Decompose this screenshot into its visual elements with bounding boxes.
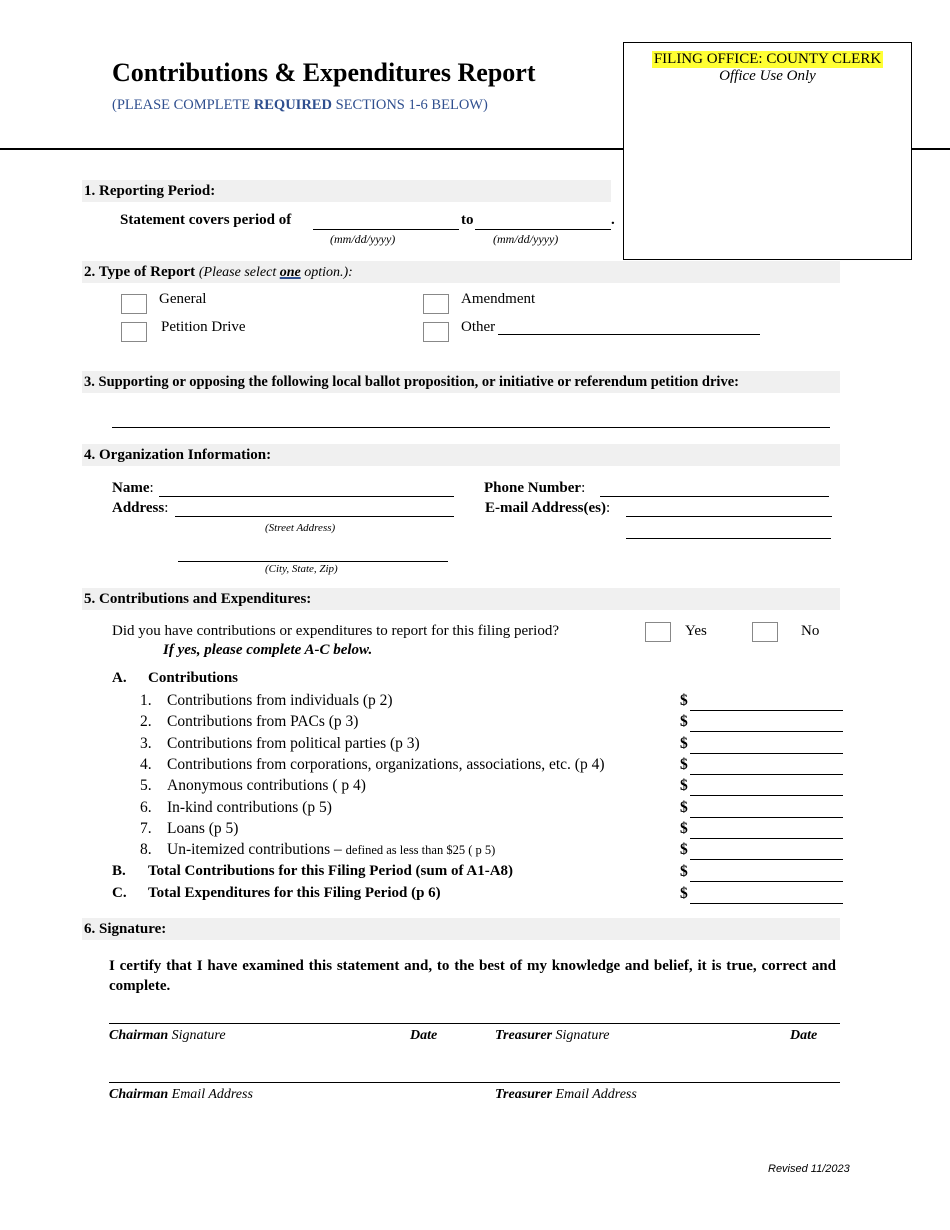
address-label: Address: (112, 500, 169, 516)
office-use-box (623, 42, 912, 260)
contribution-item-dollar: $ (680, 799, 688, 816)
contribution-item-dollar: $ (680, 756, 688, 773)
page-title: Contributions & Expenditures Report (112, 58, 536, 87)
total-expenditures-field[interactable] (690, 903, 843, 904)
contribution-item-dollar: $ (680, 692, 688, 709)
contribution-item-text: In-kind contributions (p 5) (167, 799, 332, 816)
section-b-letter: B. (112, 863, 126, 879)
subtitle-post: SECTIONS 1-6 BELOW) (331, 97, 488, 113)
period-start-field[interactable] (313, 229, 459, 230)
total-contributions-field[interactable] (690, 881, 843, 882)
to-label: to (461, 212, 474, 228)
contribution-item-number: 1. (140, 692, 152, 709)
phone-label: Phone Number: (484, 480, 586, 496)
other-checkbox[interactable] (423, 322, 449, 342)
contribution-item-text: Contributions from corporations, organizations, associations, etc. (p 4) (167, 756, 605, 773)
contribution-item-number: 5. (140, 777, 152, 794)
chairman-email-label: Chairman Email Address (109, 1087, 253, 1102)
contribution-item-text: Contributions from PACs (p 3) (167, 713, 359, 730)
contribution-item-dollar: $ (680, 735, 688, 752)
contribution-item-amount-field[interactable] (690, 795, 843, 796)
contribution-item-number: 2. (140, 713, 152, 730)
city-state-zip-field[interactable] (178, 561, 448, 562)
contribution-item-amount-field[interactable] (690, 838, 843, 839)
total-expenditures-dollar: $ (680, 885, 688, 902)
statement-label: Statement covers period of (120, 212, 292, 228)
contribution-item-text: Contributions from individuals (p 2) (167, 692, 393, 709)
contribution-item-note: defined as less than $25 ( p 5) (345, 843, 496, 857)
section-6-heading: 6. Signature: (82, 918, 840, 940)
general-checkbox[interactable] (121, 294, 147, 314)
office-use-only-label: Office Use Only (719, 68, 816, 84)
contribution-item-text: Loans (p 5) (167, 820, 239, 837)
email-field[interactable] (626, 516, 832, 517)
section-a-letter: A. (112, 670, 127, 686)
contribution-item-number: 8. (140, 841, 152, 858)
name-field[interactable] (159, 496, 454, 497)
no-checkbox[interactable] (752, 622, 778, 642)
section-3-heading: 3. Supporting or opposing the following local ballot proposition, or initiative or referendum petition drive: (82, 371, 840, 393)
email-line[interactable] (109, 1082, 840, 1083)
section-a-title: Contributions (148, 670, 239, 686)
amendment-checkbox[interactable] (423, 294, 449, 314)
phone-field[interactable] (600, 496, 829, 497)
yes-label: Yes (685, 623, 707, 639)
no-label: No (801, 623, 820, 639)
contribution-item-label (167, 841, 495, 859)
contribution-item-label (167, 820, 238, 838)
section-c-letter: C. (112, 885, 127, 901)
certification-text: I certify that I have examined this statement and, to the best of my knowledge and belief, it is true, correct and complete. (109, 958, 836, 994)
subtitle-required: REQUIRED (253, 97, 332, 113)
contribution-item-amount-field[interactable] (690, 859, 843, 860)
contribution-item-dollar: $ (680, 777, 688, 794)
filing-office-label: FILING OFFICE: COUNTY CLERK (653, 51, 882, 67)
other-field[interactable] (498, 334, 760, 335)
name-label: Name: (112, 480, 154, 496)
contribution-item-number: 4. (140, 756, 152, 773)
start-date-format-hint: (mm/dd/yyyy) (330, 232, 396, 246)
contribution-item-label (167, 777, 366, 795)
city-state-zip-hint: (City, State, Zip) (265, 563, 338, 575)
instruction-text: If yes, please complete A-C below. (163, 642, 373, 658)
contribution-item-dollar: $ (680, 820, 688, 837)
street-address-field[interactable] (175, 516, 454, 517)
contribution-item-amount-field[interactable] (690, 753, 843, 754)
contribution-item-dollar: $ (680, 713, 688, 730)
general-label: General (159, 291, 207, 307)
contribution-item-amount-field[interactable] (690, 774, 843, 775)
contribution-item-text: Anonymous contributions ( p 4) (167, 777, 366, 794)
section-1-heading: 1. Reporting Period: (82, 180, 611, 202)
treasurer-date-label: Date (790, 1028, 818, 1043)
contribution-item-dollar: $ (680, 841, 688, 858)
end-date-format-hint: (mm/dd/yyyy) (493, 232, 559, 246)
petition-drive-checkbox[interactable] (121, 322, 147, 342)
section-2-heading: 2. Type of Report (Please select one option.): (82, 261, 840, 283)
chairman-date-label: Date (410, 1028, 438, 1043)
page-subtitle (112, 97, 488, 114)
contribution-item-label (167, 756, 605, 774)
contribution-item-number: 7. (140, 820, 152, 837)
email-field-2[interactable] (626, 538, 831, 539)
treasurer-email-label: Treasurer Email Address (495, 1087, 637, 1102)
section-b-title: Total Contributions for this Filing Period (sum of A1-A8) (148, 863, 514, 879)
total-contributions-dollar: $ (680, 863, 688, 880)
amendment-label: Amendment (461, 291, 536, 307)
section-c-title: Total Expenditures for this Filing Period (p 6) (148, 885, 441, 901)
period-end-mark: . (611, 212, 615, 228)
contributions-question: Did you have contributions or expenditures to report for this filing period? (112, 623, 559, 639)
subtitle-pre: (PLEASE COMPLETE (112, 97, 254, 113)
contribution-item-number: 3. (140, 735, 152, 752)
yes-checkbox[interactable] (645, 622, 671, 642)
revised-date: Revised 11/2023 (768, 1163, 850, 1175)
contribution-item-label (167, 799, 332, 817)
contribution-item-label (167, 735, 420, 753)
contribution-item-number: 6. (140, 799, 152, 816)
period-end-field[interactable] (475, 229, 611, 230)
street-address-hint: (Street Address) (265, 522, 336, 534)
chairman-signature-label: Chairman Signature (109, 1028, 226, 1043)
contribution-item-label (167, 692, 393, 710)
section-4-heading: 4. Organization Information: (82, 444, 840, 466)
contribution-item-amount-field[interactable] (690, 710, 843, 711)
contribution-item-text: Contributions from political parties (p 3) (167, 735, 420, 752)
other-label: Other (461, 319, 496, 335)
signature-line[interactable] (109, 1023, 840, 1024)
treasurer-signature-label: Treasurer Signature (495, 1028, 610, 1043)
contribution-item-label (167, 713, 358, 731)
ballot-proposition-field[interactable] (112, 427, 830, 428)
contribution-item-amount-field[interactable] (690, 731, 843, 732)
contribution-item-amount-field[interactable] (690, 817, 843, 818)
petition-drive-label: Petition Drive (161, 319, 246, 335)
email-label: E-mail Address(es): (485, 500, 611, 516)
contribution-item-text: Un-itemized contributions – (167, 841, 346, 858)
section-5-heading: 5. Contributions and Expenditures: (82, 588, 840, 610)
